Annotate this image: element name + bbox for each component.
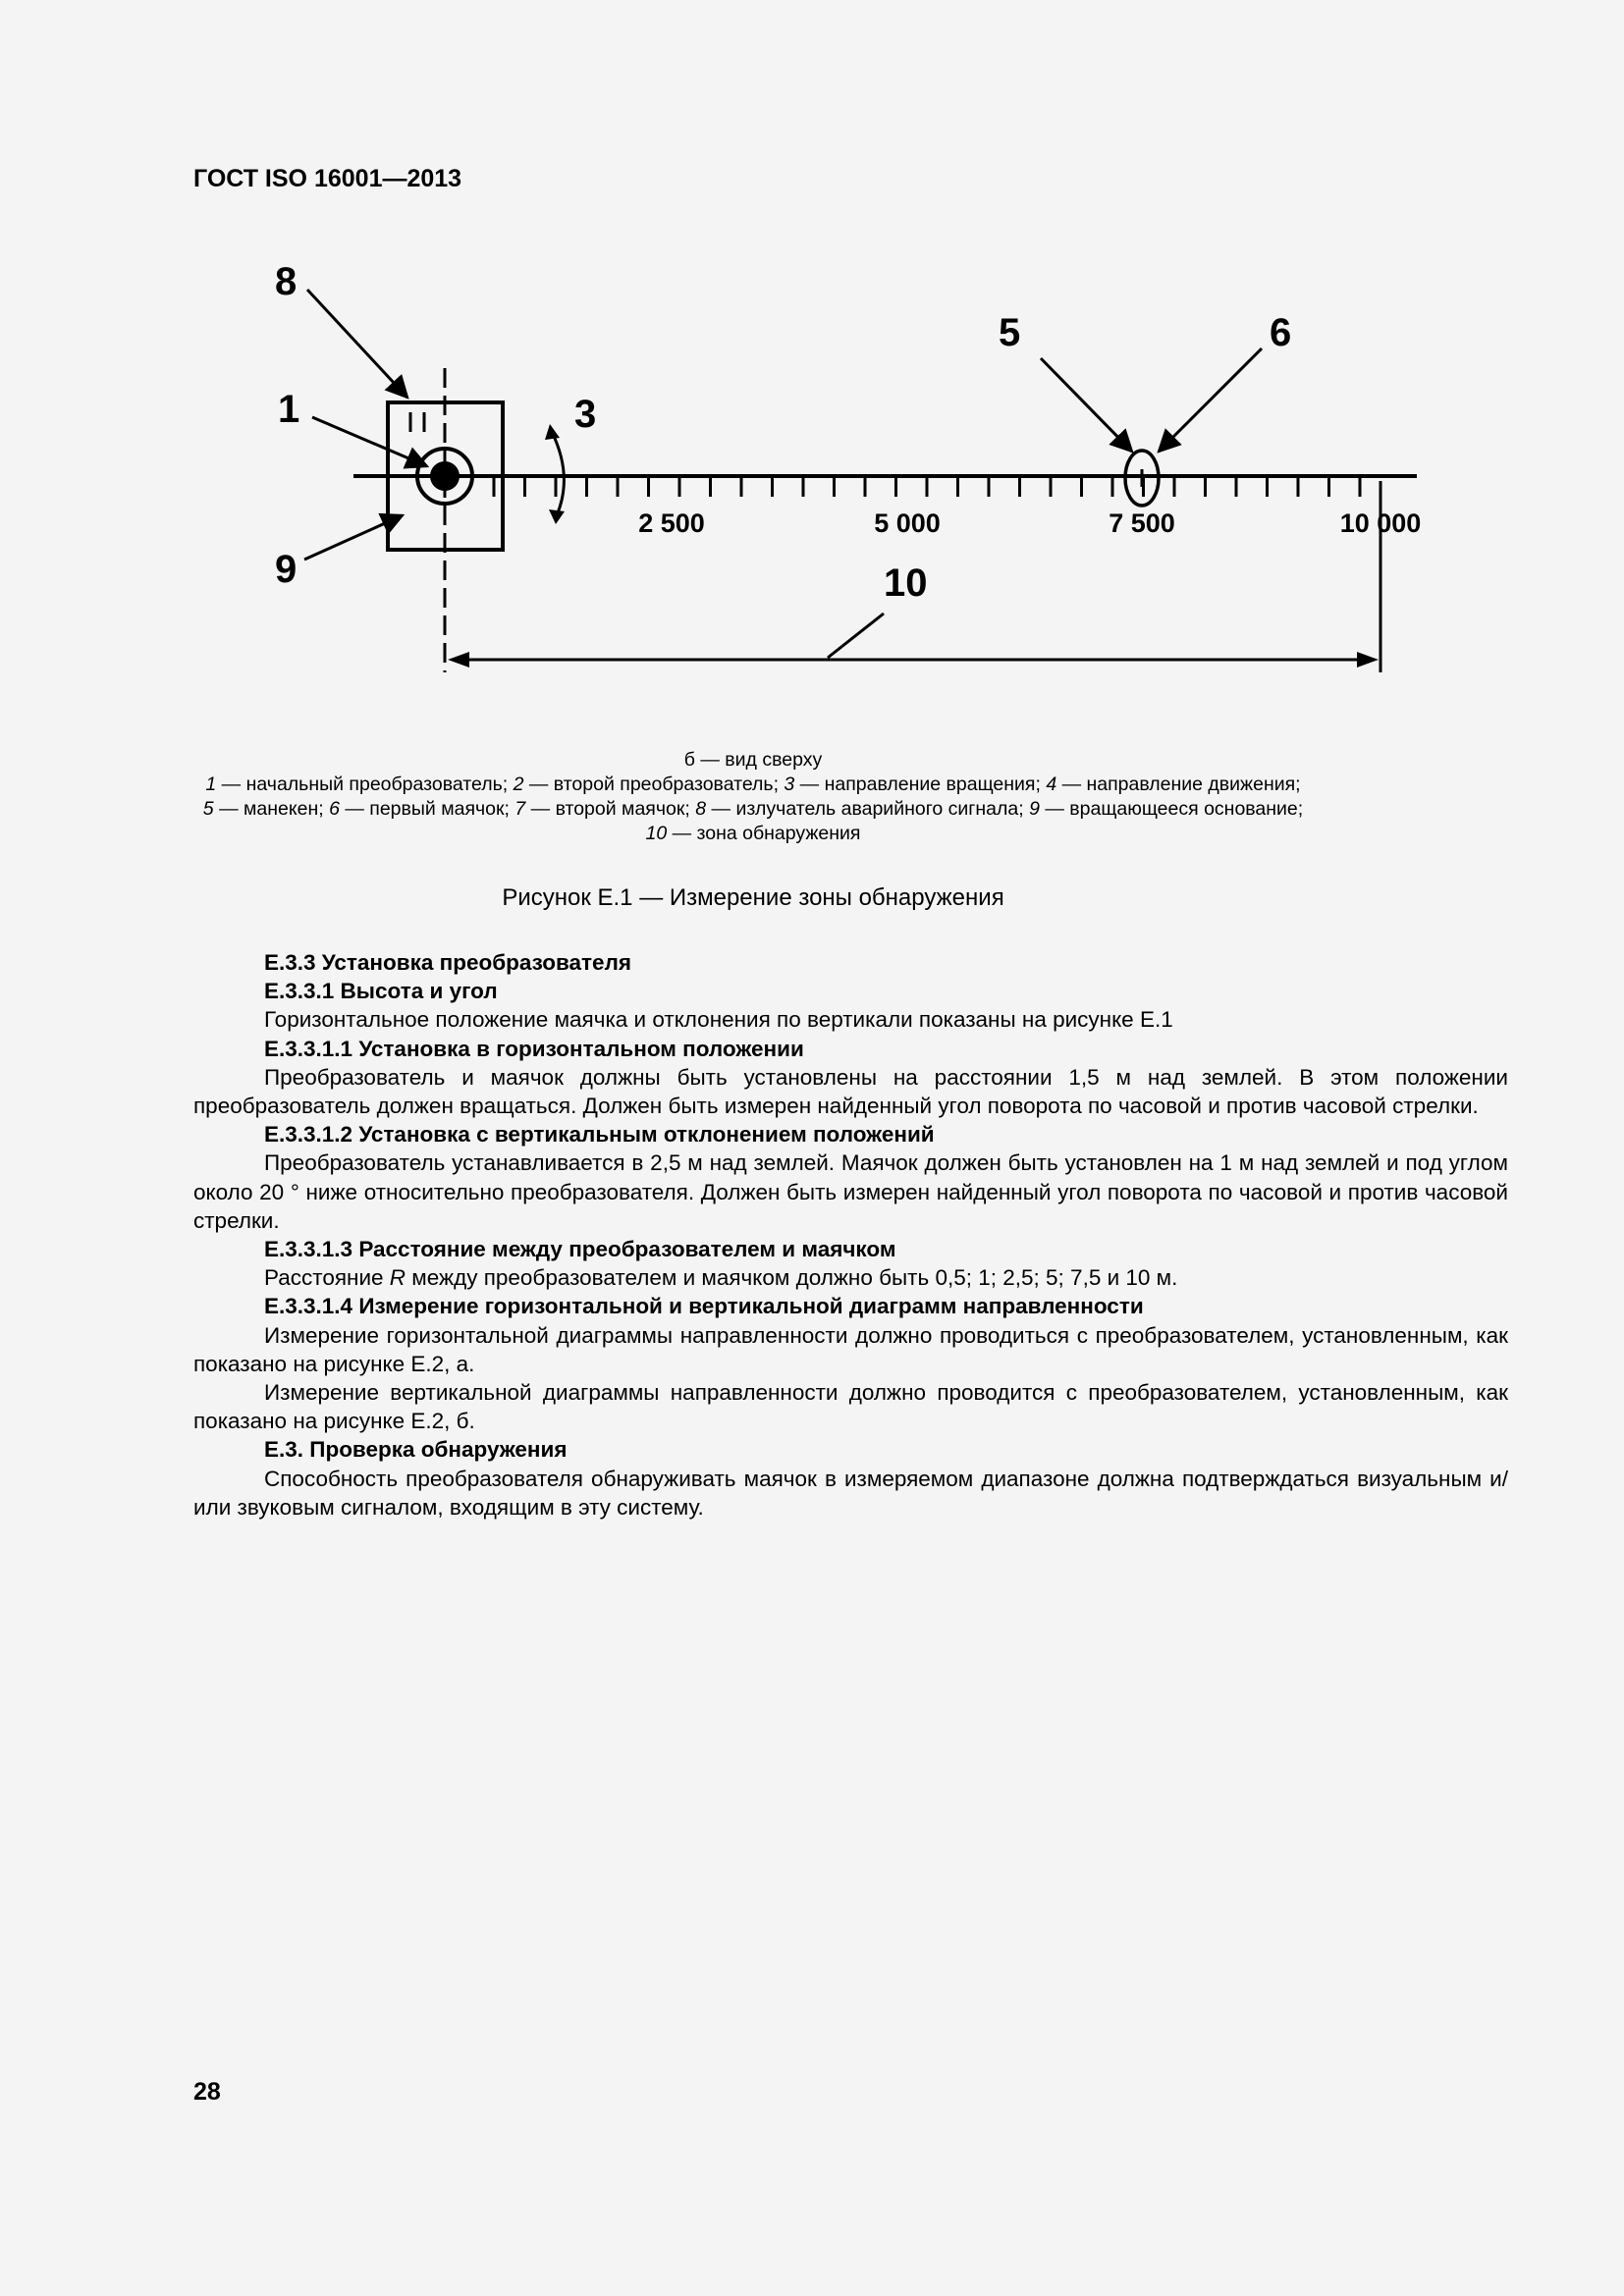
section-heading: Е.3.3.1 Высота и угол xyxy=(264,979,498,1004)
leader-10 xyxy=(828,614,884,658)
body-paragraph: Горизонтальное положение маячка и отклонения по вертикали показаны на рисунке Е.1 xyxy=(264,1007,1173,1033)
legend-text: — второй преобразователь; xyxy=(523,774,785,795)
legend-text: — направление вращения; xyxy=(794,774,1047,795)
callout-9: 9 xyxy=(275,548,298,591)
figure-legend xyxy=(193,748,1313,846)
legend-number: 1 xyxy=(205,774,217,795)
legend-text: — вращающееся основание; xyxy=(1039,798,1304,820)
legend-line xyxy=(193,797,1313,822)
body-text xyxy=(193,948,1508,1522)
measurement-diagram xyxy=(0,0,1624,746)
scale-label-10000: 10 000 xyxy=(1339,508,1422,538)
legend-line xyxy=(193,773,1313,797)
legend-text: — зона обнаружения xyxy=(667,823,861,844)
section-heading: Е.3.3.1.3 Расстояние между преобразователем и маячком xyxy=(264,1237,896,1262)
figure-title: Рисунок Е.1 — Измерение зоны обнаружения xyxy=(502,884,1004,911)
callout-5: 5 xyxy=(999,311,1021,354)
axis-ticks xyxy=(494,476,1360,497)
callout-8: 8 xyxy=(275,260,298,303)
body-paragraph: Способность преобразователя обнаруживать маячок в измеряемом диапазоне должна подтверждаться визуальным и/или звуковым сигналом, входящим в эту систему. xyxy=(193,1466,1508,1520)
legend-number: 2 xyxy=(513,774,524,795)
scale-label-5000: 5 000 xyxy=(874,508,941,538)
page-number: 28 xyxy=(193,2078,221,2106)
body-paragraph: Расстояние R между преобразователем и маячком должно быть 0,5; 1; 2,5; 5; 7,5 и 10 м. xyxy=(264,1265,1178,1291)
figure-e1 xyxy=(0,0,1624,751)
legend-text: — первый маячок; xyxy=(339,798,515,820)
section-heading: Е.3.3.1.2 Установка с вертикальным отклонением положений xyxy=(264,1122,935,1148)
leader-5 xyxy=(1041,358,1132,452)
legend-number: 6 xyxy=(329,798,340,820)
legend-lines xyxy=(193,773,1313,846)
transducer-core xyxy=(430,461,460,491)
variable-r: R xyxy=(389,1265,406,1291)
legend-text: — начальный преобразователь; xyxy=(216,774,514,795)
section-heading: Е.3. Проверка обнаружения xyxy=(264,1437,568,1463)
legend-number: 8 xyxy=(695,798,707,820)
legend-text: — направление движения; xyxy=(1056,774,1301,795)
body-paragraph: Измерение горизонтальной диаграммы направленности должно проводиться с преобразователем, установленным, как показано на рисунке Е.2, а. xyxy=(193,1322,1508,1376)
legend-line xyxy=(193,822,1313,846)
scale-label-7500: 7 500 xyxy=(1109,508,1175,538)
legend-text: — манекен; xyxy=(213,798,330,820)
leader-8 xyxy=(307,290,407,398)
document-header: ГОСТ ISO 16001—2013 xyxy=(193,165,462,192)
legend-number: 4 xyxy=(1046,774,1057,795)
section-heading: Е.3.3.1.1 Установка в горизонтальном положении xyxy=(264,1036,804,1061)
callout-10: 10 xyxy=(884,561,928,605)
legend-number: 3 xyxy=(784,774,795,795)
leader-6 xyxy=(1159,348,1262,452)
legend-number: 7 xyxy=(514,798,526,820)
legend-number: 10 xyxy=(645,823,668,844)
callout-6: 6 xyxy=(1270,311,1292,354)
callout-3: 3 xyxy=(574,393,597,436)
rotation-arrow xyxy=(552,432,564,515)
scale-label-2500: 2 500 xyxy=(638,508,705,538)
body-paragraph: Преобразователь устанавливается в 2,5 м над землей. Маячок должен быть установлен на 1 м над землей и под углом около 20 ° ниже относительно преобразователя. Должен быть измерен найденный угол поворота по часовой и против часовой стрелки. xyxy=(193,1150,1508,1233)
legend-number: 9 xyxy=(1029,798,1040,820)
legend-text: — излучатель аварийного сигнала; xyxy=(706,798,1030,820)
body-paragraph: Преобразователь и маячок должны быть установлены на расстоянии 1,5 м над землей. В этом положении преобразователь должен вращаться. Должен быть измерен найденный угол поворота по часовой и против часовой стрелки. xyxy=(193,1064,1508,1119)
body-paragraph: Измерение вертикальной диаграммы направленности должно проводится с преобразователем, установленным, как показано на рисунке Е.2, б. xyxy=(193,1380,1508,1434)
callout-1: 1 xyxy=(278,388,300,431)
legend-text: — второй маячок; xyxy=(525,798,696,820)
caption-view: б — вид сверху xyxy=(683,749,823,771)
section-heading: Е.3.3 Установка преобразователя xyxy=(264,950,631,975)
legend-number: 5 xyxy=(202,798,214,820)
section-heading: Е.3.3.1.4 Измерение горизонтальной и вертикальной диаграмм направленности xyxy=(264,1294,1144,1319)
